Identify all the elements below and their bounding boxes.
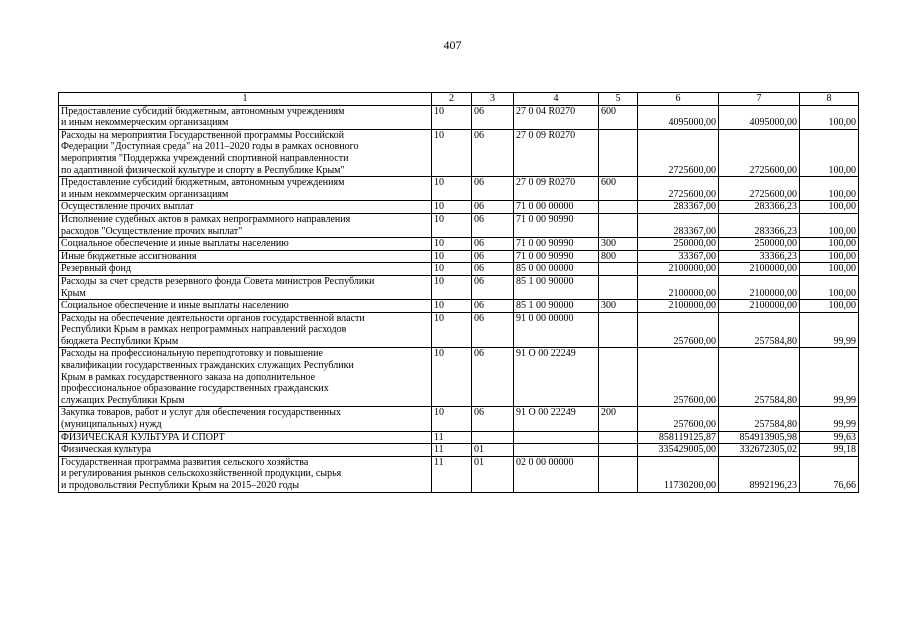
target-article-cell: 02 0 00 00000 (514, 456, 599, 492)
expense-type-cell (599, 129, 638, 176)
expense-type-cell (599, 312, 638, 348)
table-row (59, 431, 859, 444)
percent-cell: 76,66 (800, 456, 859, 492)
percent-cell: 100,00 (800, 238, 859, 251)
row-name-cell: Расходы на обеспечение деятельности органов государственной власти Республики Крым в рамках непрограммных направлений расходов бюджета Республики Крым (59, 312, 432, 348)
expense-type-cell (599, 431, 638, 444)
row-name-cell: Исполнение судебных актов в рамках непрограммного направления расходов "Осуществление прочих выплат" (59, 213, 432, 237)
subsection-code-cell: 06 (472, 250, 514, 263)
percent-cell: 99,99 (800, 407, 859, 431)
subsection-code-cell: 06 (472, 263, 514, 276)
target-article-cell: 71 0 00 90990 (514, 238, 599, 251)
row-name-cell: Резервный фонд (59, 263, 432, 276)
table-row (59, 275, 859, 299)
section-code-cell: 10 (432, 129, 472, 176)
column-header: 3 (472, 93, 514, 106)
planned-amount-cell: 257600,00 (638, 312, 719, 348)
target-article-cell: 85 1 00 90000 (514, 275, 599, 299)
planned-amount-cell: 858119125,87 (638, 431, 719, 444)
expense-type-cell (599, 263, 638, 276)
expense-type-cell: 300 (599, 238, 638, 251)
subsection-code-cell (472, 431, 514, 444)
table-row (59, 263, 859, 276)
planned-amount-cell: 11730200,00 (638, 456, 719, 492)
table-row (59, 238, 859, 251)
planned-amount-cell: 4095000,00 (638, 105, 719, 129)
section-code-cell: 10 (432, 213, 472, 237)
planned-amount-cell: 2725600,00 (638, 129, 719, 176)
row-name-cell: Государственная программа развития сельского хозяйства и регулирования рынков сельскохозяйственной продукции, сырья и продовольствия Республики Крым на 2015–2020 годы (59, 456, 432, 492)
target-article-cell (514, 444, 599, 457)
row-name-cell: Расходы за счет средств резервного фонда Совета министров Республики Крым (59, 275, 432, 299)
actual-amount-cell: 854913905,98 (719, 431, 800, 444)
actual-amount-cell: 332672305,02 (719, 444, 800, 457)
percent-cell: 99,99 (800, 312, 859, 348)
expense-type-cell: 200 (599, 407, 638, 431)
percent-cell: 100,00 (800, 129, 859, 176)
percent-cell: 100,00 (800, 300, 859, 313)
subsection-code-cell: 01 (472, 444, 514, 457)
planned-amount-cell: 2100000,00 (638, 300, 719, 313)
target-article-cell: 27 0 04 R0270 (514, 105, 599, 129)
percent-cell: 100,00 (800, 263, 859, 276)
subsection-code-cell: 06 (472, 201, 514, 214)
percent-cell: 99,63 (800, 431, 859, 444)
target-article-cell: 91 О 00 22249 (514, 348, 599, 407)
subsection-code-cell: 06 (472, 238, 514, 251)
row-name-cell: Расходы на мероприятия Государственной программы Российской Федерации "Доступная среда" на 2011–2020 годы в рамках основного мероприятия "Поддержка учреждений спортивной направленности по адаптивной физической культуре и спорту в Республике Крым" (59, 129, 432, 176)
subsection-code-cell: 06 (472, 105, 514, 129)
planned-amount-cell: 33367,00 (638, 250, 719, 263)
percent-cell: 100,00 (800, 177, 859, 201)
target-article-cell: 85 1 00 90000 (514, 300, 599, 313)
target-article-cell: 71 0 00 90990 (514, 213, 599, 237)
section-code-cell: 10 (432, 275, 472, 299)
table-row (59, 444, 859, 457)
expense-type-cell: 300 (599, 300, 638, 313)
section-code-cell: 11 (432, 431, 472, 444)
expense-type-cell (599, 201, 638, 214)
percent-cell: 100,00 (800, 275, 859, 299)
target-article-cell (514, 431, 599, 444)
row-name-cell: Физическая культура (59, 444, 432, 457)
percent-cell: 99,18 (800, 444, 859, 457)
planned-amount-cell: 2100000,00 (638, 275, 719, 299)
actual-amount-cell: 4095000,00 (719, 105, 800, 129)
expense-type-cell (599, 456, 638, 492)
actual-amount-cell: 8992196,23 (719, 456, 800, 492)
subsection-code-cell: 06 (472, 275, 514, 299)
percent-cell: 100,00 (800, 213, 859, 237)
section-code-cell: 10 (432, 300, 472, 313)
table-row (59, 105, 859, 129)
section-code-cell: 10 (432, 177, 472, 201)
section-code-cell: 10 (432, 250, 472, 263)
row-name-cell: Социальное обеспечение и иные выплаты населению (59, 300, 432, 313)
actual-amount-cell: 2725600,00 (719, 177, 800, 201)
row-name-cell: Социальное обеспечение и иные выплаты населению (59, 238, 432, 251)
page-number: 407 (443, 38, 462, 52)
table-row (59, 177, 859, 201)
section-code-cell: 10 (432, 263, 472, 276)
row-name-cell: Предоставление субсидий бюджетным, автономным учреждениям и иным некоммерческим организациям (59, 105, 432, 129)
actual-amount-cell: 2100000,00 (719, 275, 800, 299)
percent-cell: 100,00 (800, 201, 859, 214)
planned-amount-cell: 335429005,00 (638, 444, 719, 457)
table-row (59, 407, 859, 431)
percent-cell: 100,00 (800, 105, 859, 129)
planned-amount-cell: 2100000,00 (638, 263, 719, 276)
table-row (59, 250, 859, 263)
section-code-cell: 10 (432, 105, 472, 129)
column-header: 4 (514, 93, 599, 106)
planned-amount-cell: 257600,00 (638, 407, 719, 431)
actual-amount-cell: 257584,80 (719, 312, 800, 348)
planned-amount-cell: 257600,00 (638, 348, 719, 407)
row-name-cell: ФИЗИЧЕСКАЯ КУЛЬТУРА И СПОРТ (59, 431, 432, 444)
subsection-code-cell: 06 (472, 177, 514, 201)
expense-type-cell: 600 (599, 177, 638, 201)
column-header: 5 (599, 93, 638, 106)
actual-amount-cell: 257584,80 (719, 348, 800, 407)
actual-amount-cell: 2100000,00 (719, 263, 800, 276)
expense-type-cell: 800 (599, 250, 638, 263)
section-code-cell: 10 (432, 201, 472, 214)
table-row (59, 201, 859, 214)
percent-cell: 100,00 (800, 250, 859, 263)
section-code-cell: 10 (432, 407, 472, 431)
subsection-code-cell: 06 (472, 407, 514, 431)
subsection-code-cell: 06 (472, 300, 514, 313)
actual-amount-cell: 2725600,00 (719, 129, 800, 176)
subsection-code-cell: 01 (472, 456, 514, 492)
expense-type-cell (599, 444, 638, 457)
section-code-cell: 11 (432, 444, 472, 457)
column-header: 8 (800, 93, 859, 106)
table-row (59, 129, 859, 176)
table-row (59, 213, 859, 237)
subsection-code-cell: 06 (472, 348, 514, 407)
subsection-code-cell: 06 (472, 129, 514, 176)
table-row (59, 348, 859, 407)
planned-amount-cell: 2725600,00 (638, 177, 719, 201)
row-name-cell: Иные бюджетные ассигнования (59, 250, 432, 263)
section-code-cell: 10 (432, 238, 472, 251)
expense-type-cell (599, 213, 638, 237)
percent-cell: 99,99 (800, 348, 859, 407)
row-name-cell: Закупка товаров, работ и услуг для обеспечения государственных (муниципальных) нужд (59, 407, 432, 431)
section-code-cell: 10 (432, 348, 472, 407)
target-article-cell: 71 0 00 90990 (514, 250, 599, 263)
target-article-cell: 91 0 00 00000 (514, 312, 599, 348)
column-header: 2 (432, 93, 472, 106)
table-row (59, 456, 859, 492)
target-article-cell: 71 0 00 00000 (514, 201, 599, 214)
subsection-code-cell: 06 (472, 312, 514, 348)
subsection-code-cell: 06 (472, 213, 514, 237)
section-code-cell: 11 (432, 456, 472, 492)
actual-amount-cell: 33366,23 (719, 250, 800, 263)
section-code-cell: 10 (432, 312, 472, 348)
row-name-cell: Осуществление прочих выплат (59, 201, 432, 214)
budget-table (58, 92, 859, 493)
expense-type-cell (599, 348, 638, 407)
target-article-cell: 85 0 00 00000 (514, 263, 599, 276)
actual-amount-cell: 257584,80 (719, 407, 800, 431)
table-row (59, 312, 859, 348)
column-header: 7 (719, 93, 800, 106)
planned-amount-cell: 250000,00 (638, 238, 719, 251)
table-header-row (59, 93, 859, 106)
planned-amount-cell: 283367,00 (638, 213, 719, 237)
target-article-cell: 27 0 09 R0270 (514, 129, 599, 176)
expense-type-cell: 600 (599, 105, 638, 129)
actual-amount-cell: 250000,00 (719, 238, 800, 251)
planned-amount-cell: 283367,00 (638, 201, 719, 214)
table-row (59, 300, 859, 313)
actual-amount-cell: 283366,23 (719, 201, 800, 214)
column-header: 6 (638, 93, 719, 106)
target-article-cell: 91 О 00 22249 (514, 407, 599, 431)
actual-amount-cell: 283366,23 (719, 213, 800, 237)
column-header: 1 (59, 93, 432, 106)
actual-amount-cell: 2100000,00 (719, 300, 800, 313)
expense-type-cell (599, 275, 638, 299)
target-article-cell: 27 0 09 R0270 (514, 177, 599, 201)
row-name-cell: Предоставление субсидий бюджетным, автономным учреждениям и иным некоммерческим организациям (59, 177, 432, 201)
row-name-cell: Расходы на профессиональную переподготовку и повышение квалификации государственных гражданских служащих Республики Крым в рамках государственного заказа на дополнительное профессиональное образование государственных гражданских служащих Республики Крым (59, 348, 432, 407)
